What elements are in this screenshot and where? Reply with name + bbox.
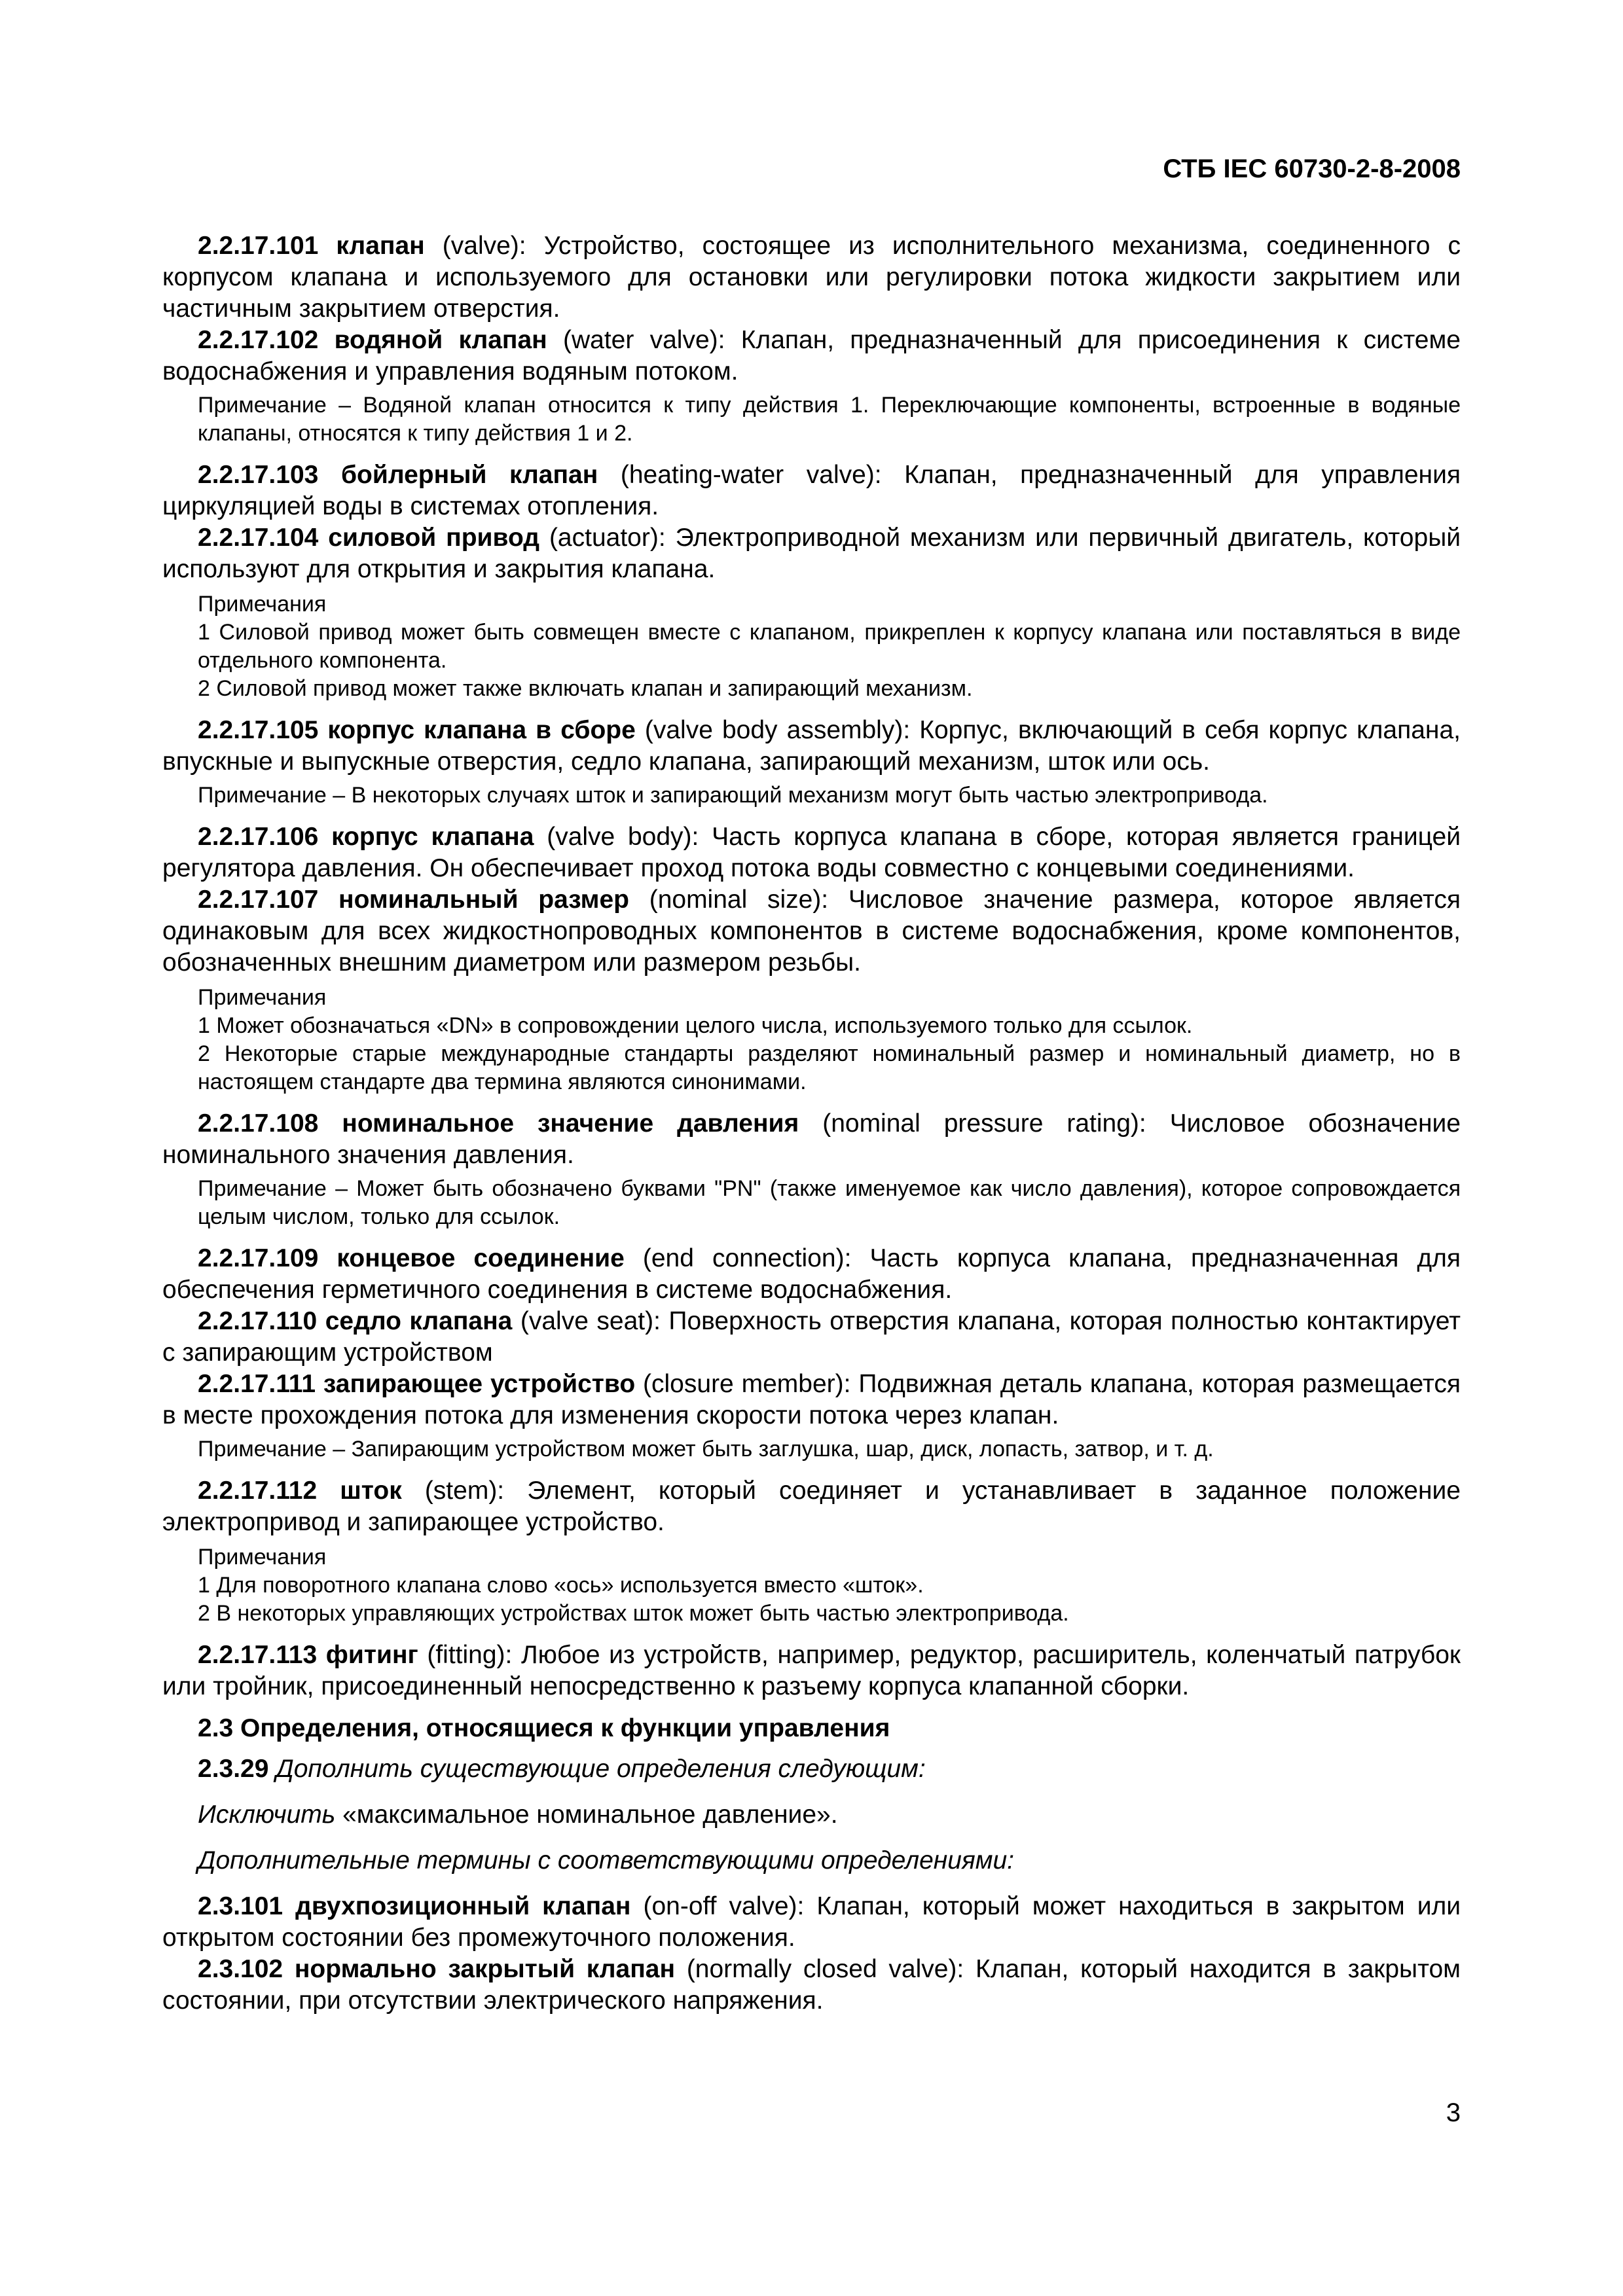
definition-english: (water valve): (563, 326, 725, 354)
note-item: 1 Силовой привод может быть совмещен вместе с клапаном, прикреплен к корпусу клапана или поставляться в виде отдельного компонента. (198, 620, 1461, 673)
note-item: 2 В некоторых управляющих устройствах шток может быть частью электропривода. (198, 1601, 1069, 1626)
definition-text: Клапан, который находится в закрытом состоянии, при отсутствии электрического напряжения. (162, 1955, 1461, 2015)
definition-english: (valve body): (547, 823, 699, 851)
definition-text: Электроприводной механизм или первичный двигатель, который используют для открытия и закрытия клапана. (162, 524, 1461, 583)
amendment-instruction (162, 1753, 1461, 1785)
definition-text: Часть корпуса клапана в сборе, которая является границей регулятора давления. Он обеспечивает проход потока воды совместно с концевыми соединениями. (162, 823, 1461, 882)
definition-term: клапан (336, 232, 425, 260)
definition-english: (valve seat): (520, 1307, 661, 1335)
document-number: СТБ IEC 60730-2-8-2008 (1163, 154, 1461, 183)
definition-term: седло клапана (325, 1307, 513, 1335)
definition-entry (162, 1891, 1461, 1954)
definition-entry (162, 1369, 1461, 1431)
exclude-word: Исключить (198, 1801, 336, 1829)
definition-entry (162, 1243, 1461, 1306)
definition-entry (162, 1954, 1461, 2017)
definition-number: 2.3.102 (198, 1955, 283, 1983)
definition-english: (fitting): (427, 1641, 513, 1669)
definition-text: Числовое значение размера, которое является одинаковым для всех жидкостнопроводных компонентов в системе водоснабжения, кроме компонентов, обозначенных внешним диаметром или размером резьбы. (162, 886, 1461, 977)
note-item: 1 Для поворотного клапана слово «ось» используется вместо «шток». (198, 1573, 924, 1598)
definition-entry (162, 522, 1461, 585)
definition-term: нормально закрытый клапан (294, 1955, 676, 1983)
definition-entry (162, 821, 1461, 884)
definition-term: запирающее устройство (323, 1370, 636, 1398)
definition-number: 2.2.17.113 (198, 1641, 318, 1669)
definition-english: (normally closed valve): (686, 1955, 964, 1983)
definition-term: номинальный размер (338, 886, 630, 914)
definition-term: номинальное значение давления (342, 1109, 799, 1138)
page-number: 3 (1446, 2098, 1461, 2127)
note: Примечание – Может быть обозначено буквами "PN" (также именуемое как число давления), которое сопровождается целым числом, только для ссылок. (198, 1176, 1461, 1229)
definition-text: Устройство, состоящее из исполнительного механизма, соединенного с корпусом клапана и используемого для остановки или регулировки потока жидкости закрытием или частичным закрытием отверстия. (162, 232, 1461, 323)
definition-entry (162, 1108, 1461, 1171)
additional-terms-text: Дополнительные термины с соответствующими определениями: (198, 1846, 1015, 1874)
definition-number: 2.2.17.109 (198, 1244, 319, 1272)
definition-english: (valve body assembly): (644, 716, 911, 744)
definition-english: (closure member): (643, 1370, 851, 1398)
definition-text: Клапан, который может находиться в закрытом или открытом состоянии без промежуточного положения. (162, 1892, 1461, 1952)
definition-text: Элемент, который соединяет и устанавливает в заданное положение электропривод и запирающее устройство. (162, 1477, 1461, 1536)
definition-number: 2.2.17.107 (198, 886, 319, 914)
definition-english: (nominal size): (649, 886, 829, 914)
amendment-text: Дополнить существующие определения следующим: (276, 1755, 926, 1783)
definition-number: 2.2.17.102 (198, 326, 319, 354)
definition-english: (stem): (424, 1477, 505, 1505)
definition-term: шток (340, 1477, 402, 1505)
definition-term: концевое соединение (337, 1244, 625, 1272)
definition-number: 2.2.17.104 (198, 524, 319, 552)
note-item: 2 Некоторые старые международные стандарты разделяют номинальный размер и номинальный диаметр, но в настоящем стандарте два термина являются синонимами. (198, 1041, 1461, 1094)
definition-english: (heating-water valve): (620, 461, 882, 489)
definition-term: корпус клапана в сборе (327, 716, 636, 744)
amendment-exclusion (162, 1799, 1461, 1831)
definition-entry (162, 1475, 1461, 1538)
definition-text: Клапан, предназначенный для управления циркуляцией воды в системах отопления. (162, 461, 1461, 520)
notes-heading: Примечания (198, 592, 327, 617)
definition-entry (162, 230, 1461, 325)
notes-heading: Примечания (198, 985, 327, 1010)
definition-entry (162, 1306, 1461, 1369)
note: Примечание – Запирающим устройством может быть заглушка, шар, диск, лопасть, затвор, и т. д. (198, 1437, 1214, 1462)
definition-english: (on-off valve): (643, 1892, 805, 1920)
definition-text: Клапан, предназначенный для присоединения к системе водоснабжения и управления водяным потоком. (162, 326, 1461, 386)
note: Примечание – В некоторых случаях шток и запирающий механизм могут быть частью электропривода. (198, 783, 1268, 808)
definition-english: (nominal pressure rating): (822, 1109, 1146, 1138)
definition-number: 2.2.17.108 (198, 1109, 319, 1138)
definition-number: 2.2.17.110 (198, 1307, 318, 1335)
page-content (162, 230, 1461, 2017)
definition-number: 2.2.17.101 (198, 232, 319, 260)
definition-english: (end connection): (642, 1244, 852, 1272)
definition-term: фитинг (325, 1641, 418, 1669)
definition-number: 2.2.17.106 (198, 823, 319, 851)
definition-text: Часть корпуса клапана, предназначенная для обеспечения герметичного соединения в системе водоснабжения. (162, 1244, 1461, 1304)
definition-text: Поверхность отверстия клапана, которая полностью контактирует с запирающим устройством (162, 1307, 1461, 1367)
definition-entry (162, 715, 1461, 778)
section-heading: 2.3 Определения, относящиеся к функции управления (198, 1714, 890, 1742)
definition-entry (162, 884, 1461, 978)
definition-number: 2.2.17.111 (198, 1370, 316, 1398)
definition-text: Подвижная деталь клапана, которая размещается в месте прохождения потока для изменения скорости потока через клапан. (162, 1370, 1461, 1429)
definition-term: водяной клапан (334, 326, 547, 354)
definition-text: Любое из устройств, например, редуктор, расширитель, коленчатый патрубок или тройник, присоединенный непосредственно к разъему корпуса клапанной сборки. (162, 1641, 1461, 1700)
note-item: 1 Может обозначаться «DN» в сопровождении целого числа, используемого только для ссылок. (198, 1013, 1193, 1038)
definition-entry (162, 325, 1461, 387)
definition-number: 2.2.17.103 (198, 461, 319, 489)
definition-number: 2.2.17.112 (198, 1477, 318, 1505)
note: Примечание – Водяной клапан относится к типу действия 1. Переключающие компоненты, встроенные в водяные клапаны, относятся к типу действия 1 и 2. (198, 393, 1461, 446)
definition-english: (actuator): (549, 524, 666, 552)
definition-english: (valve): (442, 232, 526, 260)
notes-heading: Примечания (198, 1545, 327, 1570)
definition-entry (162, 1640, 1461, 1702)
definition-entry (162, 459, 1461, 522)
definition-text: Числовое обозначение номинального значения давления. (162, 1109, 1461, 1169)
definition-term: корпус клапана (331, 823, 534, 851)
note-item: 2 Силовой привод может также включать клапан и запирающий механизм. (198, 676, 973, 701)
definition-term: двухпозиционный клапан (295, 1892, 631, 1920)
exclude-text: «максимальное номинальное давление». (342, 1801, 838, 1829)
additional-terms-intro (162, 1845, 1461, 1876)
definition-text: Корпус, включающий в себя корпус клапана, впускные и выпускные отверстия, седло клапана, запирающий механизм, шток или ось. (162, 716, 1461, 776)
definition-number: 2.3.101 (198, 1892, 283, 1920)
definition-term: силовой привод (328, 524, 540, 552)
definition-number: 2.2.17.105 (198, 716, 319, 744)
definition-term: бойлерный клапан (340, 461, 598, 489)
clause-number: 2.3.29 (198, 1755, 269, 1783)
